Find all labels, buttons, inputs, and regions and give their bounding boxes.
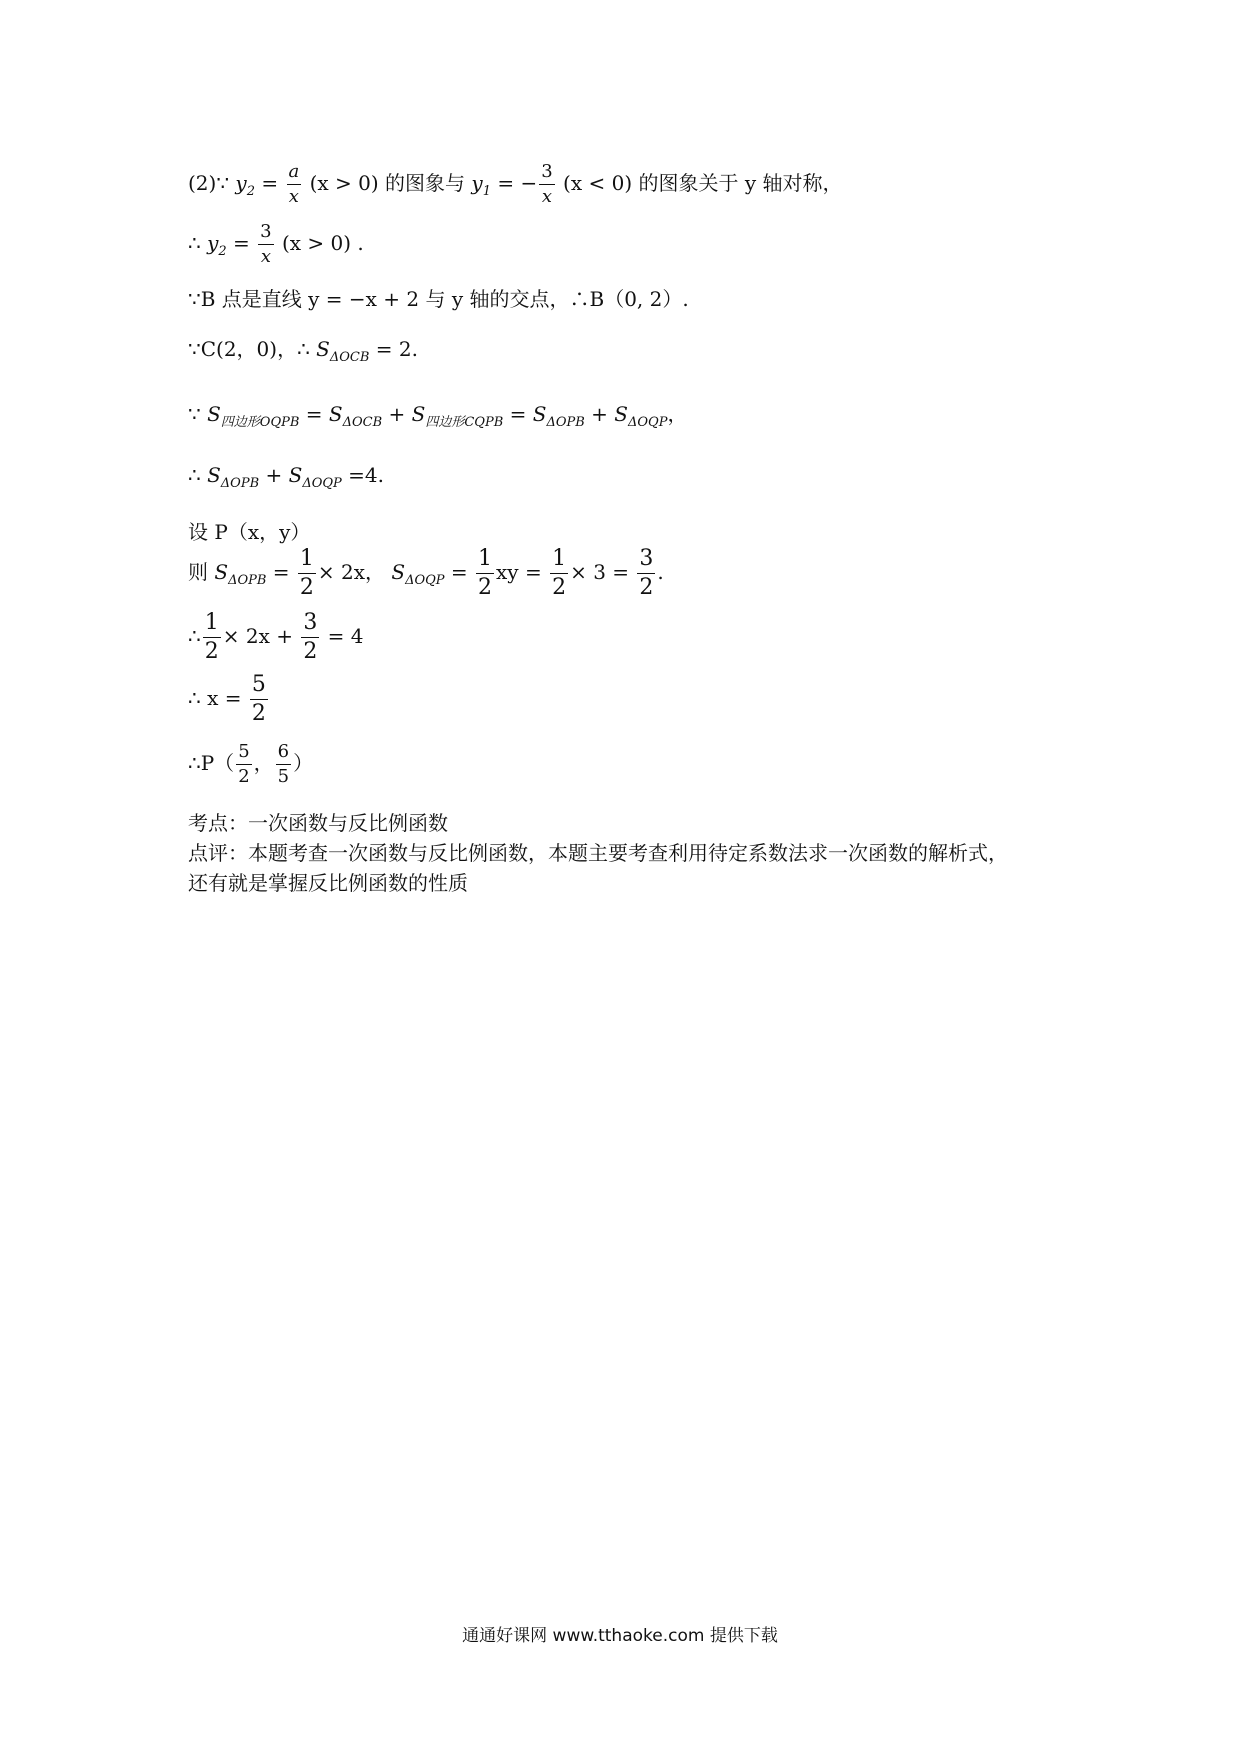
text: = (444, 560, 475, 584)
numerator: 5 (236, 740, 251, 765)
line-area-total (188, 463, 384, 491)
numerator: 3 (637, 545, 655, 574)
numerator: 1 (550, 545, 568, 574)
footer: 通通好课网 www.tthaoke.com 提供下载 (462, 1626, 778, 1646)
subscript: ΔOQP (405, 573, 445, 588)
numerator: 3 (301, 609, 319, 638)
subscript: 四边形OQPB (220, 415, 300, 430)
subscript: ΔOPB (546, 415, 585, 430)
numerator: a (288, 161, 300, 182)
text: = (503, 402, 533, 426)
text: ∴ x = (188, 686, 248, 710)
fraction (236, 740, 251, 789)
subscript: ΔOCB (342, 415, 383, 430)
fraction (203, 609, 221, 666)
denominator: 5 (277, 766, 290, 787)
line-area-ocb (188, 333, 418, 365)
line-equation (188, 609, 364, 666)
text: = (266, 560, 296, 584)
fraction (476, 545, 494, 602)
text: ∵ (188, 402, 208, 426)
fraction (250, 671, 268, 728)
text: × 2x + (222, 624, 300, 648)
text: xy = (496, 560, 549, 584)
line-comment-cont (188, 867, 468, 896)
var: S (207, 463, 221, 487)
numerator: 6 (276, 740, 291, 765)
var: S (411, 402, 426, 426)
line-let-p (188, 516, 310, 545)
fraction (287, 160, 302, 209)
numerator: 3 (258, 220, 273, 245)
line-x-value (188, 671, 270, 728)
numerator: 1 (203, 609, 221, 638)
fraction (258, 220, 273, 269)
var: S (328, 402, 343, 426)
denominator: 2 (552, 575, 567, 600)
text: ， (253, 751, 274, 775)
subscript: ΔOCB (329, 350, 370, 365)
var: S (214, 560, 229, 584)
fraction (301, 609, 319, 666)
numerator: 3 (539, 160, 554, 185)
var: S (288, 463, 303, 487)
subscript: ΔOQP (302, 476, 342, 491)
subscript: ΔOPB (228, 573, 267, 588)
text: × 2x， (317, 560, 386, 584)
text: . (657, 560, 664, 584)
denominator: 2 (303, 639, 318, 664)
text: ， (667, 402, 688, 426)
denominator: x (288, 186, 299, 207)
denominator: x (260, 246, 271, 267)
text: (x < 0) (556, 171, 633, 195)
text: (2)∵ (188, 171, 236, 195)
fraction (550, 545, 568, 602)
numerator: 5 (250, 671, 268, 700)
numerator: 1 (476, 545, 494, 574)
var: S (207, 402, 221, 426)
subscript: ΔOPB (220, 476, 260, 491)
text: 设 P（x，y） (188, 520, 311, 544)
text: 还有就是掌握反比例函数的性质 (188, 871, 468, 895)
text: = (299, 402, 329, 426)
text: = 2. (369, 337, 418, 361)
var: S (614, 402, 628, 426)
text: ∴ (188, 624, 201, 648)
text: ∴ (188, 463, 208, 487)
text: ∴P（ (188, 751, 235, 775)
text: = − (491, 171, 538, 195)
text: ∵B 点是直线 y = −x + 2 与 y 轴的交点，∴B（0, 2）. (188, 287, 689, 311)
line-symmetry (188, 160, 843, 209)
line-area-sum (188, 398, 687, 430)
var: S (316, 337, 330, 361)
text: =4. (341, 463, 384, 487)
text: = (255, 171, 285, 195)
denominator: 2 (478, 575, 493, 600)
line-y2 (188, 220, 364, 269)
subscript: 四边形CQPB (425, 415, 504, 430)
denominator: 2 (639, 575, 654, 600)
denominator: x (541, 186, 553, 207)
text: = (226, 231, 257, 255)
text: (x > 0) (275, 231, 352, 255)
text: 的图象与 (378, 171, 472, 195)
text: ∵C(2，0)，∴ (188, 337, 317, 361)
fraction (276, 740, 291, 789)
text: . (351, 231, 364, 255)
subscript: 1 (482, 184, 491, 199)
fraction (637, 545, 655, 602)
line-areas-expr (188, 545, 664, 602)
line-point-b (188, 283, 689, 312)
subscript: ΔOQP (627, 415, 668, 430)
fraction (539, 160, 554, 209)
text: + (584, 402, 615, 426)
subscript: 2 (218, 244, 227, 259)
denominator: 2 (299, 575, 314, 600)
text: 则 (188, 560, 215, 584)
text: 考点：一次函数与反比例函数 (188, 811, 448, 835)
text: × 3 = (570, 560, 636, 584)
text: = 4 (321, 624, 364, 648)
numerator: 1 (298, 545, 316, 574)
line-p-coords (188, 740, 313, 789)
fraction (298, 545, 316, 602)
text: 的图象关于 y 轴对称， (632, 171, 843, 195)
denominator: 2 (251, 701, 266, 726)
denominator: 2 (238, 766, 250, 787)
denominator: 2 (204, 639, 219, 664)
text: ） (293, 751, 314, 775)
text: + (259, 463, 289, 487)
var: S (391, 560, 406, 584)
text: ∴ (188, 231, 208, 255)
subscript: 2 (246, 184, 256, 199)
text: + (382, 402, 412, 426)
line-topic (188, 807, 448, 836)
var: y (471, 171, 483, 195)
line-comment (188, 837, 1008, 866)
var: S (532, 402, 547, 426)
text: 点评：本题考查一次函数与反比例函数，本题主要考查利用待定系数法求一次函数的解析式， (188, 841, 1008, 865)
text: (x > 0) (303, 171, 379, 195)
var: y (207, 231, 219, 255)
var: y (235, 171, 247, 195)
